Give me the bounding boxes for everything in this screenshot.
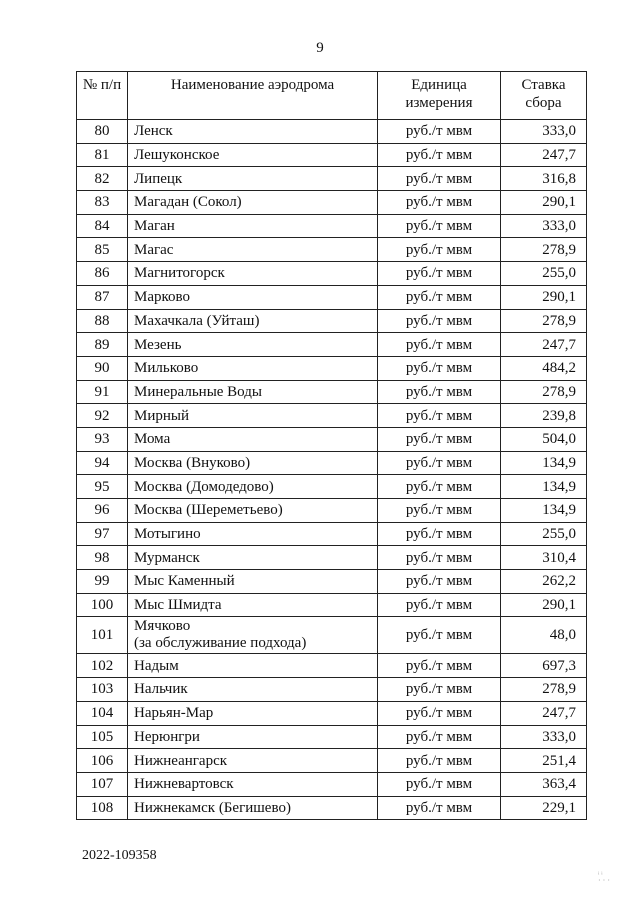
row-unit: руб./т мвм [378, 380, 501, 404]
row-num: 81 [77, 143, 128, 167]
table-row [77, 701, 587, 725]
row-rate: 310,4 [501, 546, 587, 570]
table-row [77, 120, 587, 144]
row-rate: 134,9 [501, 451, 587, 475]
row-rate: 333,0 [501, 725, 587, 749]
table-row [77, 654, 587, 678]
row-rate: 484,2 [501, 356, 587, 380]
row-num: 86 [77, 262, 128, 286]
row-airfield-name: Надым [128, 654, 378, 678]
row-num: 106 [77, 749, 128, 773]
table-header-row [77, 72, 587, 120]
table-row [77, 593, 587, 617]
row-airfield-name: Магнитогорск [128, 262, 378, 286]
table-row [77, 143, 587, 167]
row-unit: руб./т мвм [378, 238, 501, 262]
row-airfield-name: Мотыгино [128, 522, 378, 546]
header-rate-text: Ставка сбора [521, 77, 566, 111]
row-unit: руб./т мвм [378, 285, 501, 309]
row-unit: руб./т мвм [378, 593, 501, 617]
row-num: 103 [77, 678, 128, 702]
table-row [77, 167, 587, 191]
row-unit: руб./т мвм [378, 309, 501, 333]
row-num: 107 [77, 772, 128, 796]
row-unit: руб./т мвм [378, 772, 501, 796]
table-row [77, 475, 587, 499]
table-row [77, 214, 587, 238]
row-airfield-name: Мыс Каменный [128, 570, 378, 594]
table-row [77, 285, 587, 309]
row-unit: руб./т мвм [378, 522, 501, 546]
row-rate: 134,9 [501, 475, 587, 499]
row-num: 102 [77, 654, 128, 678]
row-unit: руб./т мвм [378, 404, 501, 428]
row-rate: 290,1 [501, 191, 587, 215]
page-number: 9 [316, 40, 324, 56]
row-rate: 290,1 [501, 285, 587, 309]
row-num: 95 [77, 475, 128, 499]
row-unit: руб./т мвм [378, 333, 501, 357]
row-airfield-name: Москва (Шереметьево) [128, 499, 378, 523]
row-unit: руб./т мвм [378, 451, 501, 475]
row-airfield-name: Нижневартовск [128, 772, 378, 796]
row-rate: 247,7 [501, 701, 587, 725]
table-row [77, 570, 587, 594]
row-num: 97 [77, 522, 128, 546]
row-rate: 697,3 [501, 654, 587, 678]
row-rate: 333,0 [501, 120, 587, 144]
table-row [77, 499, 587, 523]
row-num: 105 [77, 725, 128, 749]
row-airfield-name-line2: (за обслуживание подхода) [134, 635, 307, 652]
table-row [77, 451, 587, 475]
row-rate: 316,8 [501, 167, 587, 191]
row-rate: 278,9 [501, 678, 587, 702]
row-num: 101 [77, 617, 128, 654]
row-airfield-name: Липецк [128, 167, 378, 191]
table-row [77, 333, 587, 357]
row-unit: руб./т мвм [378, 356, 501, 380]
row-unit: руб./т мвм [378, 570, 501, 594]
row-rate: 504,0 [501, 427, 587, 451]
row-airfield-name: Марково [128, 285, 378, 309]
table-row [77, 546, 587, 570]
table-row [77, 404, 587, 428]
table-row [77, 749, 587, 773]
row-unit: руб./т мвм [378, 120, 501, 144]
row-rate: 229,1 [501, 796, 587, 820]
table-row [77, 725, 587, 749]
header-num: № п/п [77, 72, 128, 120]
row-rate: 290,1 [501, 593, 587, 617]
airfield-fee-table [76, 71, 587, 820]
row-num: 96 [77, 499, 128, 523]
row-unit: руб./т мвм [378, 499, 501, 523]
row-unit: руб./т мвм [378, 701, 501, 725]
row-rate: 278,9 [501, 238, 587, 262]
table-row [77, 522, 587, 546]
row-num: 94 [77, 451, 128, 475]
row-num: 108 [77, 796, 128, 820]
row-num: 88 [77, 309, 128, 333]
row-num: 84 [77, 214, 128, 238]
row-rate: 255,0 [501, 522, 587, 546]
row-airfield-name: Ленск [128, 120, 378, 144]
row-rate: 134,9 [501, 499, 587, 523]
row-airfield-name: Нижнеангарск [128, 749, 378, 773]
table-row [77, 191, 587, 215]
row-unit: руб./т мвм [378, 749, 501, 773]
row-rate: 251,4 [501, 749, 587, 773]
row-airfield-name: Мирный [128, 404, 378, 428]
table-row [77, 380, 587, 404]
row-num: 80 [77, 120, 128, 144]
row-airfield-name: Мезень [128, 333, 378, 357]
row-num: 98 [77, 546, 128, 570]
table-row [77, 796, 587, 820]
row-rate: 255,0 [501, 262, 587, 286]
header-unit-text: Единица измерения [405, 77, 473, 111]
row-rate: 247,7 [501, 333, 587, 357]
row-airfield-name: Маган [128, 214, 378, 238]
row-airfield-name: Москва (Домодедово) [128, 475, 378, 499]
table-row [77, 309, 587, 333]
row-unit: руб./т мвм [378, 167, 501, 191]
row-unit: руб./т мвм [378, 678, 501, 702]
row-airfield-name: Магас [128, 238, 378, 262]
table-body [77, 120, 587, 820]
row-unit: руб./т мвм [378, 617, 501, 654]
header-unit [378, 72, 501, 120]
table-row [77, 678, 587, 702]
row-num: 83 [77, 191, 128, 215]
table-row [77, 356, 587, 380]
row-num: 99 [77, 570, 128, 594]
row-rate: 278,9 [501, 380, 587, 404]
row-rate: 239,8 [501, 404, 587, 428]
row-airfield-name: Нижнекамск (Бегишево) [128, 796, 378, 820]
table-row [77, 617, 587, 654]
row-num: 87 [77, 285, 128, 309]
row-airfield-name: Магадан (Сокол) [128, 191, 378, 215]
row-rate: 247,7 [501, 143, 587, 167]
row-num: 89 [77, 333, 128, 357]
row-airfield-name: Москва (Внуково) [128, 451, 378, 475]
row-airfield-name: Мурманск [128, 546, 378, 570]
row-unit: руб./т мвм [378, 475, 501, 499]
row-num: 92 [77, 404, 128, 428]
row-unit: руб./т мвм [378, 262, 501, 286]
row-rate: 48,0 [501, 617, 587, 654]
table-row [77, 262, 587, 286]
row-airfield-name: Махачкала (Уйташ) [128, 309, 378, 333]
header-name: Наименование аэродрома [128, 72, 378, 120]
row-airfield-name: Минеральные Воды [128, 380, 378, 404]
row-rate: 262,2 [501, 570, 587, 594]
row-unit: руб./т мвм [378, 191, 501, 215]
row-airfield-name: Мильково [128, 356, 378, 380]
row-unit: руб./т мвм [378, 214, 501, 238]
margin-marks: ᵢ ᵢ · · · [598, 867, 610, 885]
row-unit: руб./т мвм [378, 427, 501, 451]
table-row [77, 427, 587, 451]
row-unit: руб./т мвм [378, 654, 501, 678]
row-unit: руб./т мвм [378, 143, 501, 167]
table-row [77, 772, 587, 796]
row-num: 93 [77, 427, 128, 451]
row-airfield-name: Нарьян-Мар [128, 701, 378, 725]
header-rate [501, 72, 587, 120]
row-num: 104 [77, 701, 128, 725]
row-rate: 278,9 [501, 309, 587, 333]
row-num: 90 [77, 356, 128, 380]
row-airfield-name: Мыс Шмидта [128, 593, 378, 617]
row-airfield-name: Мома [128, 427, 378, 451]
row-num: 85 [77, 238, 128, 262]
row-num: 100 [77, 593, 128, 617]
row-rate: 363,4 [501, 772, 587, 796]
row-num: 82 [77, 167, 128, 191]
row-airfield-name: Нерюнгри [128, 725, 378, 749]
document-id: 2022-109358 [82, 848, 157, 863]
row-unit: руб./т мвм [378, 725, 501, 749]
table-row [77, 238, 587, 262]
row-unit: руб./т мвм [378, 546, 501, 570]
row-airfield-name [128, 617, 378, 654]
row-num: 91 [77, 380, 128, 404]
row-unit: руб./т мвм [378, 796, 501, 820]
row-airfield-name: Нальчик [128, 678, 378, 702]
row-airfield-name-line1: Мячково [134, 618, 191, 635]
row-rate: 333,0 [501, 214, 587, 238]
row-airfield-name: Лешуконское [128, 143, 378, 167]
